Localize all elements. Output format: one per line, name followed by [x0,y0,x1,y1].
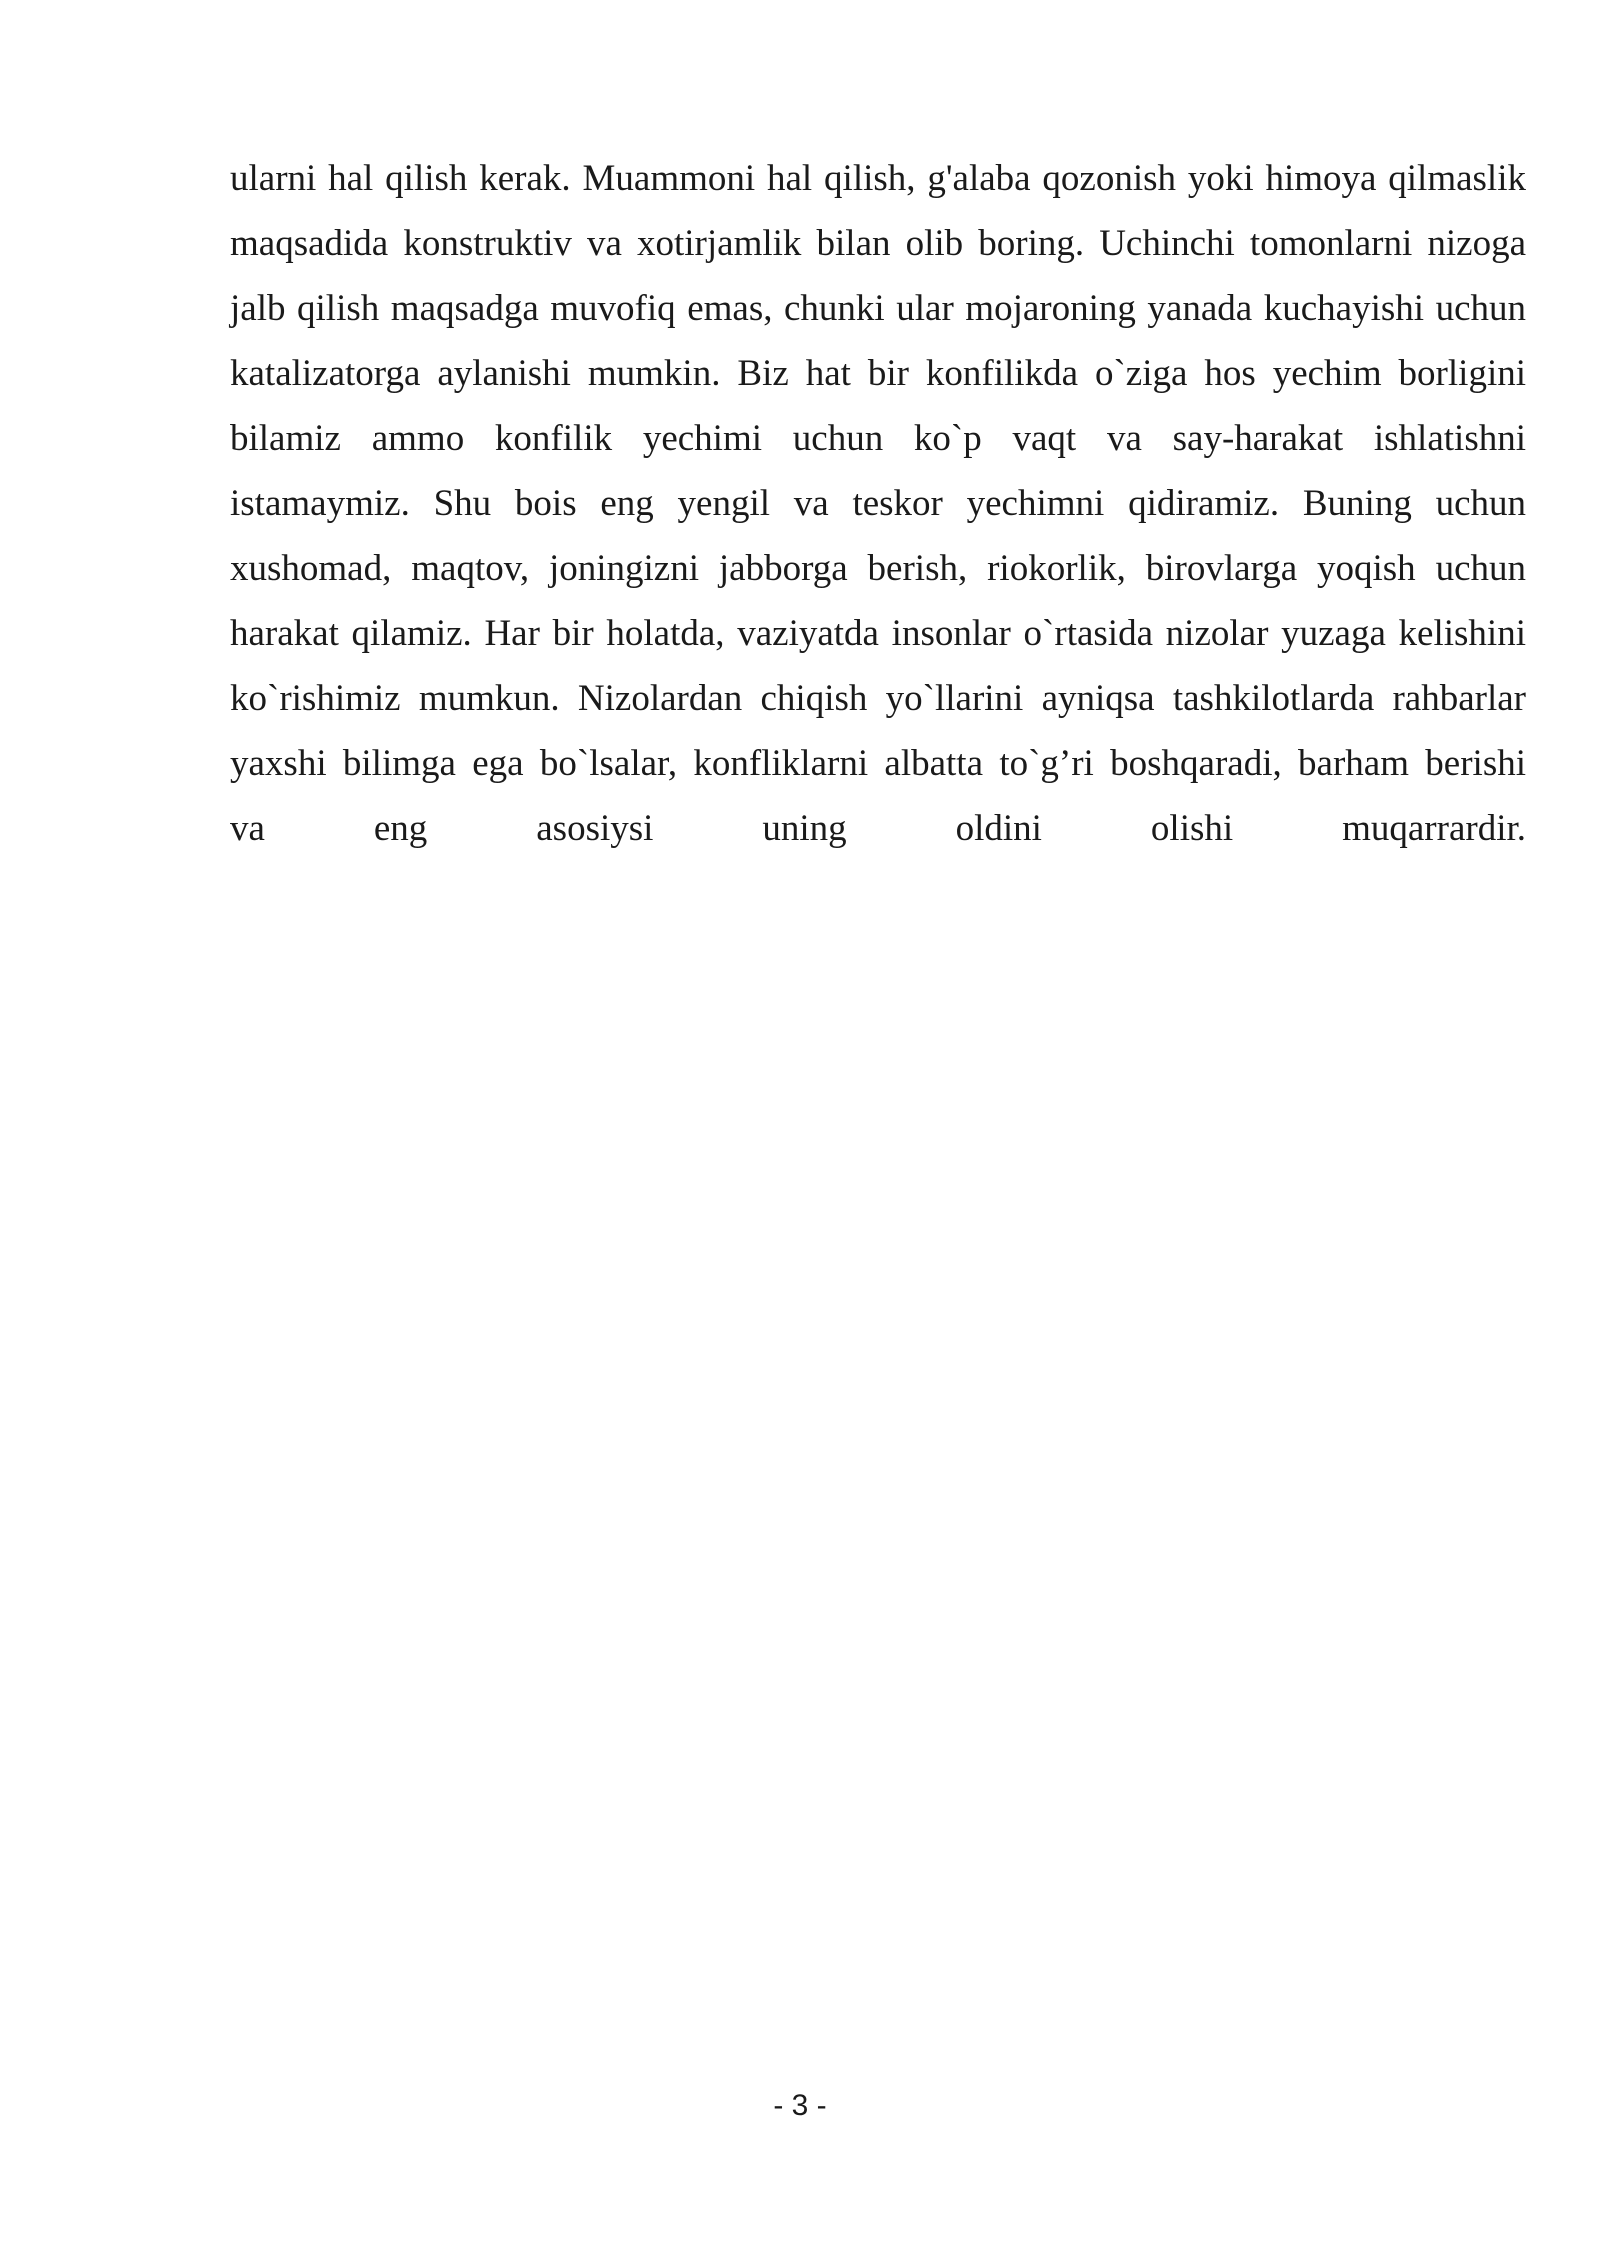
body-paragraph [230,146,1526,861]
paragraph-line: harakat qilamiz. Har bir holatda, vaziyatda insonlar o`rtasida nizolar yuzaga kelishini [230,613,1526,654]
paragraph-line: istamaymiz. Shu bois eng yengil va teskor yechimni qidiramiz. Buning uchun [230,483,1526,524]
paragraph-line: yaxshi bilimga ega bo`lsalar, konfliklarni albatta to`g’ri boshqaradi, barham berishi [230,743,1526,784]
paragraph-line: maqsadida konstruktiv va xotirjamlik bilan olib boring. Uchinchi tomonlarni nizoga [230,223,1526,264]
paragraph-line: va eng asosiysi uning oldini olishi muqarrardir. [230,808,1526,849]
paragraph-line: bilamiz ammo konfilik yechimi uchun ko`p vaqt va say-harakat ishlatishni [230,418,1526,459]
paragraph-line: katalizatorga aylanishi mumkin. Biz hat bir konfilikda o`ziga hos yechim borligini [230,353,1526,394]
paragraph-line: ularni hal qilish kerak. Muammoni hal qilish, g'alaba qozonish yoki himoya qilmaslik [230,158,1526,199]
paragraph-line: ko`rishimiz mumkun. Nizolardan chiqish yo`llarini ayniqsa tashkilotlarda rahbarlar [230,678,1526,719]
page-number: - 3 - [773,2089,827,2122]
paragraph-line: jalb qilish maqsadga muvofiq emas, chunki ular mojaroning yanada kuchayishi uchun [230,288,1526,329]
paragraph-line: xushomad, maqtov, joningizni jabborga berish, riokorlik, birovlarga yoqish uchun [230,548,1526,589]
